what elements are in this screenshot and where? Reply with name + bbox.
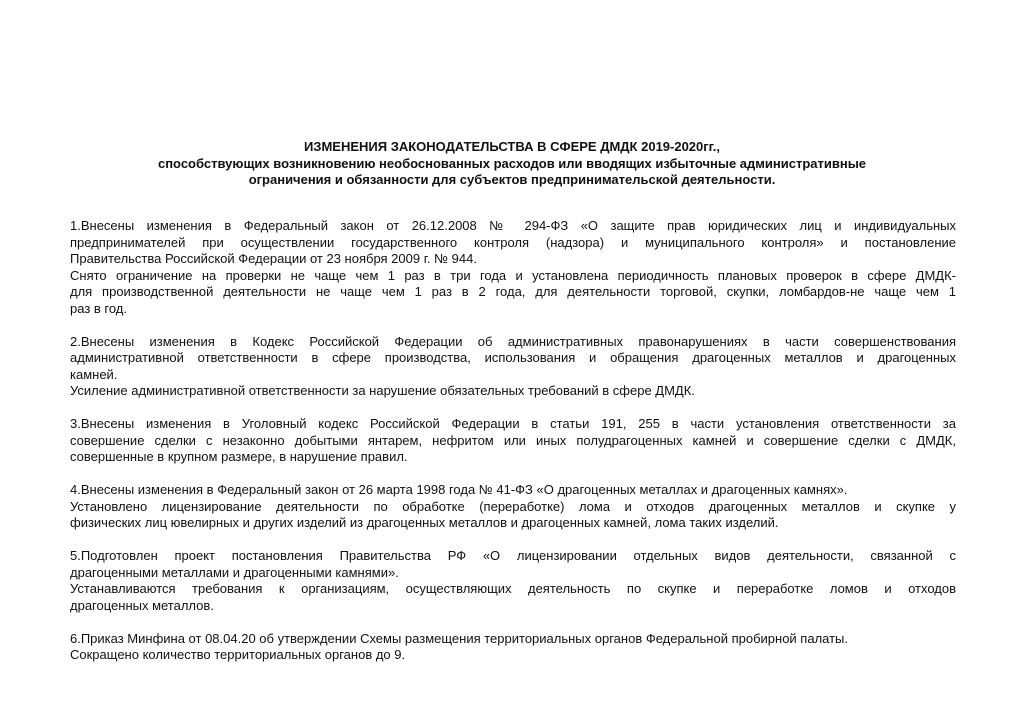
paragraph-line: физических лиц ювелирных и других изделий из драгоценных металлов и драгоценных камней, лома таких изделий. (70, 515, 779, 530)
paragraph-line: административной ответственности в сфере производства, использования и обращения драгоценных металлов и драгоценных (70, 350, 956, 365)
paragraph-line: 5.Подготовлен проект постановления Правительства РФ «О лицензировании отдельных видов деятельности, связанной с (70, 548, 956, 563)
paragraph-line: Усиление административной ответственности за нарушение обязательных требований в сфере ДМДК. (70, 383, 695, 398)
paragraph-line: совершение сделки с незаконно добытыми янтарем, нефритом или иных полудрагоценных камней и совершение сделки с ДМДК, (70, 432, 956, 448)
paragraph-line: Устанавливаются требования к организациям, осуществляющих деятельность по скупке и переработке ломов и отходов (70, 581, 956, 596)
document-body (70, 218, 956, 680)
paragraph-line: камней. (70, 366, 118, 382)
paragraph-line: Снято ограничение на проверки не чаще чем 1 раз в три года и установлена периодичность плановых проверок в сфере ДМДК- (70, 267, 956, 283)
paragraph-line: раз в год. (70, 300, 128, 316)
paragraph-line: 3.Внесены изменения в Уголовный кодекс Российской Федерации в статьи 191, 255 в части установления ответственности за (70, 416, 956, 431)
paragraph-line: совершенные в крупном размере, в нарушение правил. (70, 449, 408, 464)
paragraph-line: Правительства Российской Федерации от 23 ноября 2009 г. № 944. (70, 251, 477, 266)
paragraph-3 (70, 416, 956, 466)
paragraph-4 (70, 482, 956, 532)
document-title (60, 139, 964, 189)
paragraph-line: Установлено лицензирование деятельности по обработке (переработке) лома и отходов драгоценных металлов и скупке у (70, 498, 956, 514)
paragraph-line: драгоценными металлами и драгоценными камнями». (70, 564, 399, 580)
paragraph-line: 6.Приказ Минфина от 08.04.20 об утверждении Схемы размещения территориальных органов Федеральной пробирной палаты. (70, 630, 849, 646)
paragraph-line: 4.Внесены изменения в Федеральный закон от 26 марта 1998 года № 41-ФЗ «О драгоценных металлах и драгоценных камнях». (70, 482, 848, 497)
paragraph-line: драгоценных металлов. (70, 597, 214, 613)
paragraph-1 (70, 218, 956, 317)
paragraph-line: 1.Внесены изменения в Федеральный закон от 26.12.2008 № 294-ФЗ «О защите прав юридических лиц и индивидуальных (70, 218, 956, 233)
paragraph-2 (70, 334, 956, 400)
paragraph-line: 2.Внесены изменения в Кодекс Российской Федерации об административных правонарушениях в части совершенствования (70, 333, 956, 349)
title-line-3: ограничения и обязанности для субъектов предпринимательской деятельности. (248, 172, 776, 187)
paragraph-5 (70, 548, 956, 614)
paragraph-line: предпринимателей при осуществлении государственного контроля (надзора) и муниципального контроля» и постановление (70, 234, 956, 250)
paragraph-line: Сокращено количество территориальных органов до 9. (70, 647, 406, 662)
title-line-1: ИЗМЕНЕНИЯ ЗАКОНОДАТЕЛЬСТВА В СФЕРЕ ДМДК 2019-2020гг., (303, 139, 721, 154)
paragraph-6 (70, 631, 956, 664)
title-line-2: способствующих возникновению необоснованных расходов или вводящих избыточные административные (157, 155, 867, 171)
paragraph-line: для производственной деятельности не чаще чем 1 раз в 2 года, для деятельности торговой, скупки, ломбардов-не чаще чем 1 (70, 284, 956, 299)
